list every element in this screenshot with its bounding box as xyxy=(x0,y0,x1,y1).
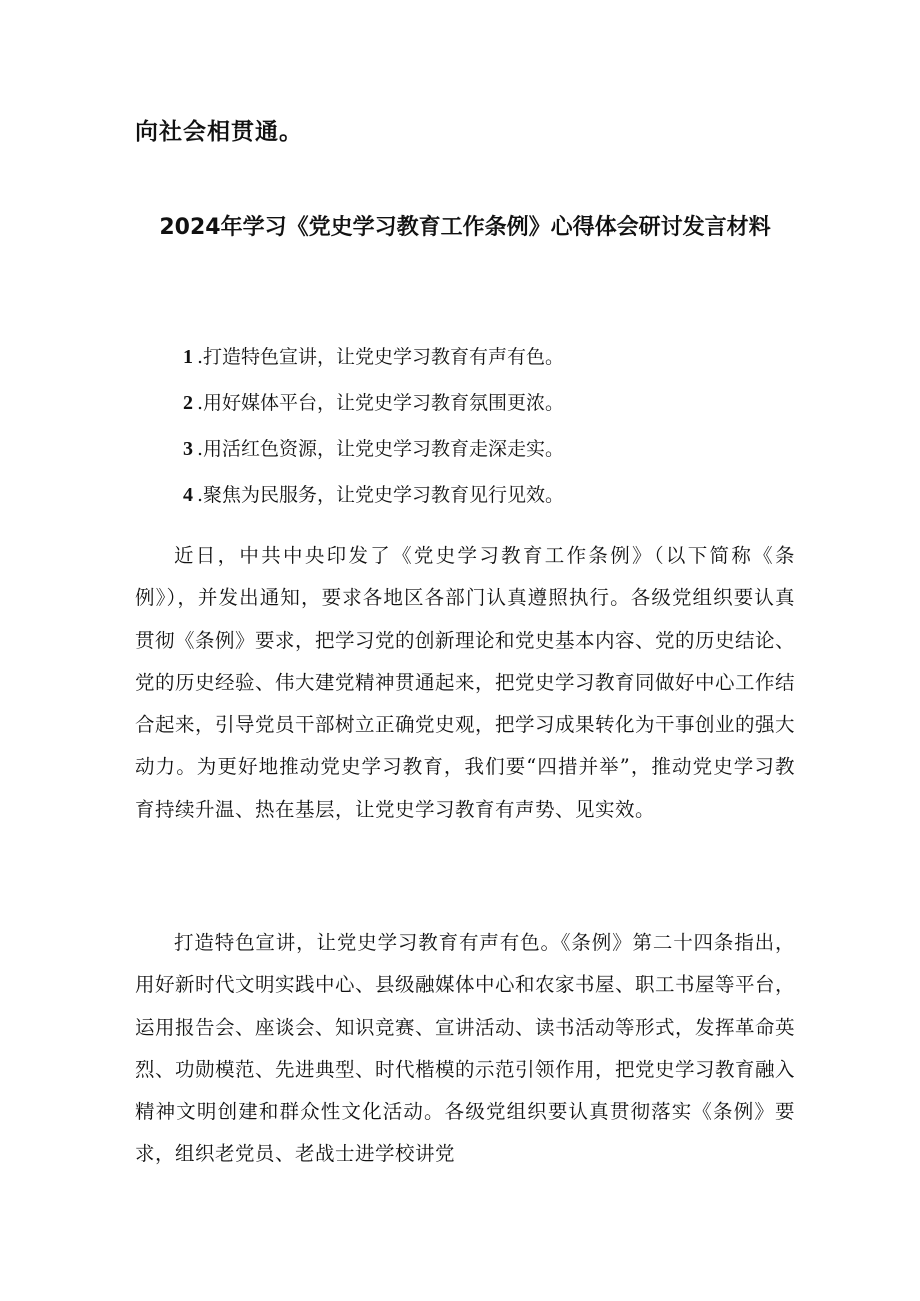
key-point xyxy=(183,434,564,480)
key-point-text: .用活红色资源，让党史学习教育走深走实。 xyxy=(197,438,565,460)
key-point-text: .打造特色宣讲，让党史学习教育有声有色。 xyxy=(197,346,565,368)
document-title: 2024年学习《党史学习教育工作条例》心得体会研讨发言材料 xyxy=(159,215,771,240)
key-point-number: 4 xyxy=(183,484,193,506)
key-point-text: .聚焦为民服务，让党史学习教育见行见效。 xyxy=(197,484,565,506)
key-point xyxy=(183,388,564,434)
key-point-number: 1 xyxy=(183,346,193,368)
previous-section-fragment: 向社会相贯通。 xyxy=(135,119,303,145)
key-point-number: 3 xyxy=(183,438,193,460)
key-point xyxy=(183,342,564,388)
key-point-text: .用好媒体平台，让党史学习教育氛围更浓。 xyxy=(197,392,565,414)
key-points-list xyxy=(183,342,564,526)
body-paragraph-intro: 近日，中共中央印发了《党史学习教育工作条例》（以下简称《条例》），并发出通知，要求各地区各部门认真遵照执行。各级党组织要认真贯彻《条例》要求，把学习党的创新理论和党史基本内容、党的历史结论、党的历史经验、伟大建党精神贯通起来，把党史学习教育同做好中心工作结合起来，引导党员干部树立正确党史观，把学习成果转化为干事创业的强大动力。为更好地推动党史学习教育，我们要“四措并举”，推动党史学习教育持续升温、热在基层，让党史学习教育有声势、见实效。 xyxy=(135,544,796,821)
body-paragraph-section-1: 打造特色宣讲，让党史学习教育有声有色。《条例》第二十四条指出，用好新时代文明实践中心、县级融媒体中心和农家书屋、职工书屋等平台，运用报告会、座谈会、知识竞赛、宣讲活动、读书活动等形式，发挥革命英烈、功勋模范、先进典型、时代楷模的示范引领作用，把党史学习教育融入精神文明创建和群众性文化活动。各级党组织要认真贯彻落实《条例》要求，组织老党员、老战士进学校讲党 xyxy=(135,931,796,1166)
key-point xyxy=(183,480,564,526)
key-point-number: 2 xyxy=(183,392,193,414)
